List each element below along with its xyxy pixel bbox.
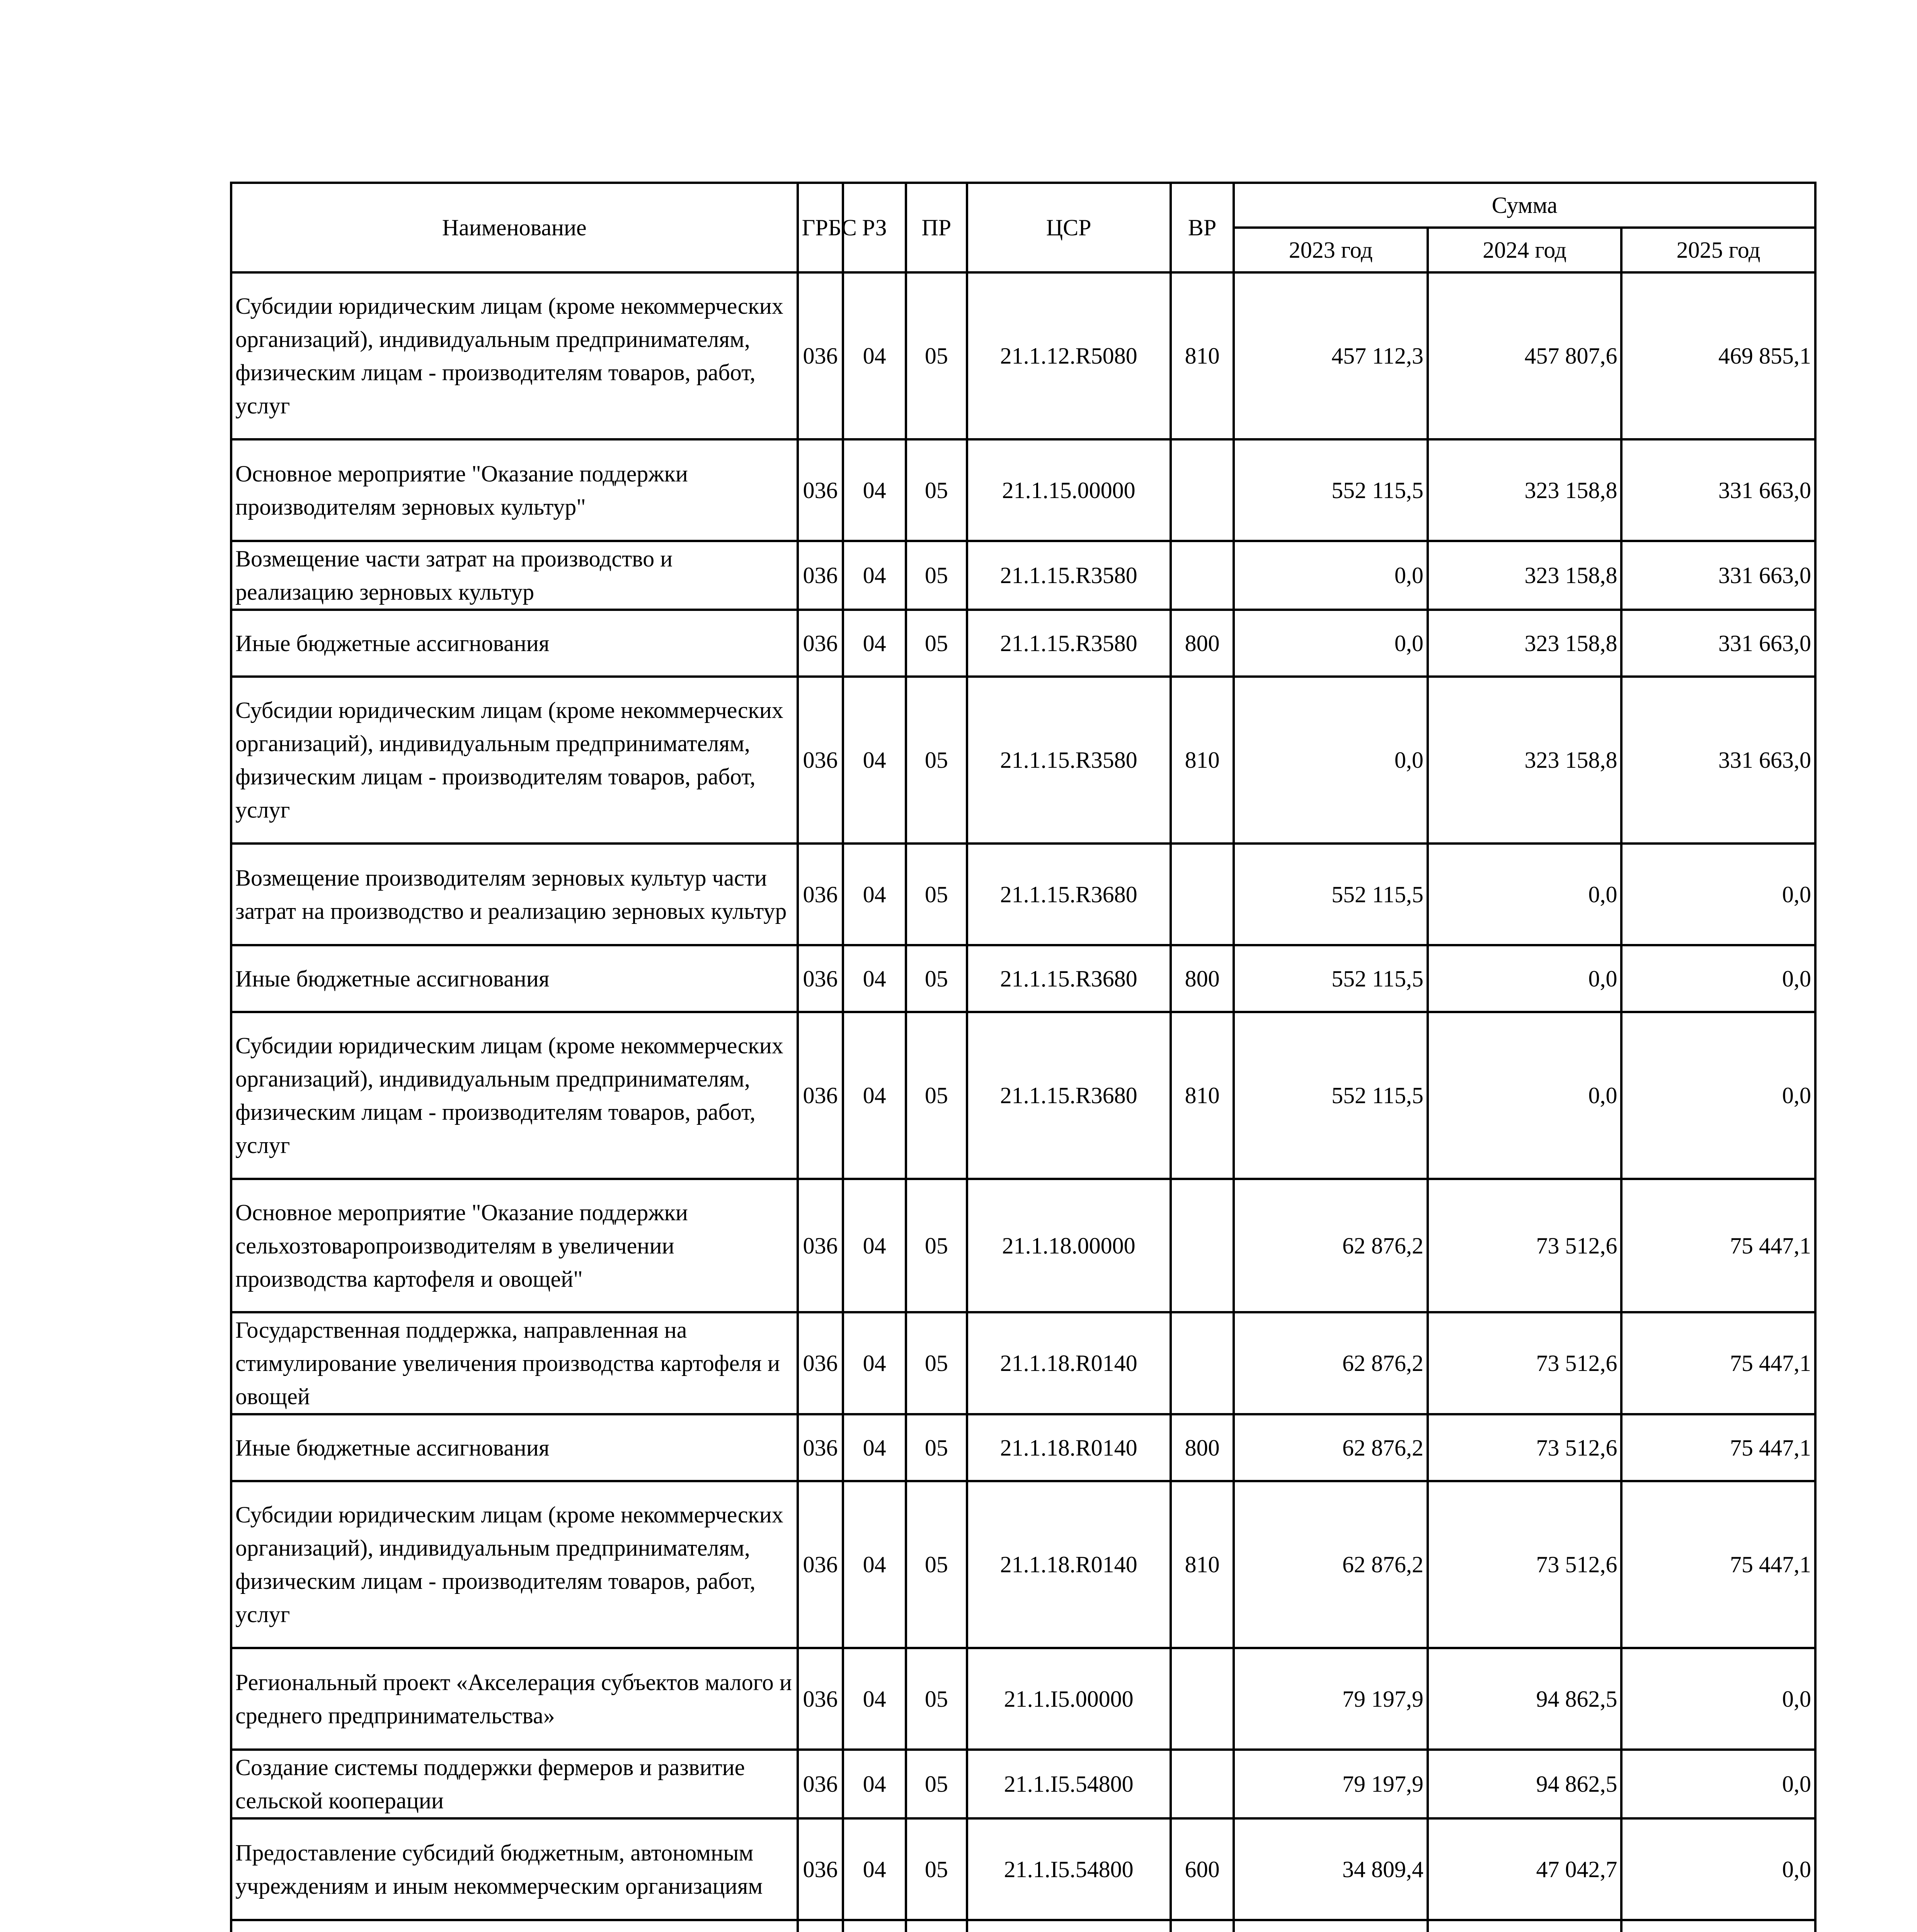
cell-name: Основное мероприятие "Оказание поддержки сельхозтоваропроизводителям в увеличении производства картофеля и овощей" — [231, 1179, 798, 1312]
cell-grbs: 036 — [798, 677, 843, 844]
cell-csr: 21.1.15.R3580 — [967, 541, 1171, 610]
cell-2023: 62 876,2 — [1234, 1312, 1428, 1414]
cell-2025: 0,0 — [1621, 945, 1815, 1012]
cell-csr: 21.1.18.R0140 — [967, 1312, 1171, 1414]
cell-name: Возмещение производителям зерновых культур части затрат на производство и реализацию зерновых культур — [231, 844, 798, 945]
cell-2024: 73 512,6 — [1428, 1179, 1622, 1312]
cell-name — [231, 1920, 798, 1932]
cell-2023: 552 115,5 — [1234, 1012, 1428, 1179]
cell-vr — [1171, 1920, 1234, 1932]
cell-grbs: 036 — [798, 1818, 843, 1920]
cell-pr: 05 — [906, 610, 967, 677]
cell-2024: 94 862,5 — [1428, 1750, 1622, 1818]
cell-vr — [1171, 1179, 1234, 1312]
cell-2024: 323 158,8 — [1428, 610, 1622, 677]
table-row — [231, 844, 1815, 945]
cell-2024: 457 807,6 — [1428, 272, 1622, 439]
cell-name: Возмещение части затрат на производство и реализацию зерновых культур — [231, 541, 798, 610]
table-row — [231, 1179, 1815, 1312]
cell-pr: 05 — [906, 541, 967, 610]
cell-2023: 552 115,5 — [1234, 945, 1428, 1012]
cell-csr: 21.1.I5.00000 — [967, 1648, 1171, 1750]
cell-csr: 21.1.I5.54800 — [967, 1818, 1171, 1920]
cell-pr: 05 — [906, 945, 967, 1012]
cell-csr: 21.1.15.00000 — [967, 439, 1171, 541]
cell-2023: 0,0 — [1234, 677, 1428, 844]
cell-csr: 21.1.15.R3680 — [967, 844, 1171, 945]
header-vr: ВР — [1171, 183, 1234, 272]
cell-rz: 04 — [843, 1179, 906, 1312]
cell-csr: 21.1.15.R3680 — [967, 1012, 1171, 1179]
cell-csr: 21.1.15.R3580 — [967, 610, 1171, 677]
cell-2024: 323 158,8 — [1428, 541, 1622, 610]
cell-name: Субсидии юридическим лицам (кроме некоммерческих организаций), индивидуальным предпринимателям, физическим лицам - производителям товаров, работ, услуг — [231, 1012, 798, 1179]
cell-grbs: 036 — [798, 1481, 843, 1648]
cell-name: Региональный проект «Акселерация субъектов малого и среднего предпринимательства» — [231, 1648, 798, 1750]
cell-grbs: 036 — [798, 272, 843, 439]
cell-2025: 0,0 — [1621, 1818, 1815, 1920]
table-row — [231, 272, 1815, 439]
cell-name: Предоставление субсидий бюджетным, автономным учреждениям и иным некоммерческим организациям — [231, 1818, 798, 1920]
cell-2024: 0,0 — [1428, 1012, 1622, 1179]
cell-2024: 0,0 — [1428, 844, 1622, 945]
cell-rz: 04 — [843, 844, 906, 945]
table-row — [231, 677, 1815, 844]
cell-rz: 04 — [843, 610, 906, 677]
header-row — [231, 183, 1815, 228]
cell-grbs: 036 — [798, 1648, 843, 1750]
cell-name: Создание системы поддержки фермеров и развитие сельской кооперации — [231, 1750, 798, 1818]
cell-csr: 21.1.I5.54800 — [967, 1750, 1171, 1818]
cell-2025: 75 447,1 — [1621, 1179, 1815, 1312]
cell-grbs: 036 — [798, 1012, 843, 1179]
cell-2025: 331 663,0 — [1621, 677, 1815, 844]
cell-csr: 21.1.15.R3680 — [967, 945, 1171, 1012]
cell-grbs: 036 — [798, 945, 843, 1012]
cell-2024: 0,0 — [1428, 945, 1622, 1012]
cell-grbs: 036 — [798, 1312, 843, 1414]
cell-vr — [1171, 1648, 1234, 1750]
cell-pr: 05 — [906, 844, 967, 945]
cell-2023: 62 876,2 — [1234, 1414, 1428, 1481]
cell-2025: 331 663,0 — [1621, 610, 1815, 677]
cell-csr: 21.1.15.R3580 — [967, 677, 1171, 844]
cell-rz — [843, 1920, 906, 1932]
cell-2025: 0,0 — [1621, 1750, 1815, 1818]
header-sum: Сумма — [1234, 183, 1815, 228]
cell-pr: 05 — [906, 677, 967, 844]
cell-name: Иные бюджетные ассигнования — [231, 945, 798, 1012]
cell-2025 — [1621, 1920, 1815, 1932]
cell-pr: 05 — [906, 439, 967, 541]
cell-name: Иные бюджетные ассигнования — [231, 1414, 798, 1481]
cell-2023: 552 115,5 — [1234, 439, 1428, 541]
table-row — [231, 1750, 1815, 1818]
cell-vr — [1171, 541, 1234, 610]
cell-pr: 05 — [906, 1312, 967, 1414]
cell-pr: 05 — [906, 1648, 967, 1750]
cell-2025: 331 663,0 — [1621, 541, 1815, 610]
header-year-2024: 2024 год — [1428, 228, 1622, 272]
cell-2024: 47 042,7 — [1428, 1818, 1622, 1920]
cell-2024 — [1428, 1920, 1622, 1932]
cell-rz: 04 — [843, 1750, 906, 1818]
table-row — [231, 1920, 1815, 1932]
cell-vr: 800 — [1171, 945, 1234, 1012]
cell-name: Субсидии юридическим лицам (кроме некоммерческих организаций), индивидуальным предпринимателям, физическим лицам - производителям товаров, работ, услуг — [231, 1481, 798, 1648]
cell-2024: 323 158,8 — [1428, 677, 1622, 844]
cell-rz: 04 — [843, 1012, 906, 1179]
cell-pr: 05 — [906, 1481, 967, 1648]
cell-2024: 323 158,8 — [1428, 439, 1622, 541]
cell-2023 — [1234, 1920, 1428, 1932]
cell-grbs — [798, 1920, 843, 1932]
cell-2023: 79 197,9 — [1234, 1750, 1428, 1818]
cell-grbs: 036 — [798, 1179, 843, 1312]
cell-pr — [906, 1920, 967, 1932]
cell-2023: 552 115,5 — [1234, 844, 1428, 945]
cell-2025: 0,0 — [1621, 844, 1815, 945]
cell-vr — [1171, 439, 1234, 541]
table-row — [231, 1818, 1815, 1920]
table-row — [231, 945, 1815, 1012]
cell-grbs: 036 — [798, 844, 843, 945]
cell-rz: 04 — [843, 1818, 906, 1920]
cell-2023: 79 197,9 — [1234, 1648, 1428, 1750]
cell-2025: 0,0 — [1621, 1012, 1815, 1179]
cell-vr: 810 — [1171, 1012, 1234, 1179]
cell-csr: 21.1.18.R0140 — [967, 1481, 1171, 1648]
cell-rz: 04 — [843, 945, 906, 1012]
cell-csr — [967, 1920, 1171, 1932]
cell-rz: 04 — [843, 272, 906, 439]
cell-name: Государственная поддержка, направленная на стимулирование увеличения производства картофеля и овощей — [231, 1312, 798, 1414]
cell-2024: 73 512,6 — [1428, 1481, 1622, 1648]
table-row — [231, 610, 1815, 677]
cell-vr — [1171, 1312, 1234, 1414]
table-row — [231, 1648, 1815, 1750]
cell-vr: 810 — [1171, 272, 1234, 439]
cell-csr: 21.1.12.R5080 — [967, 272, 1171, 439]
cell-rz: 04 — [843, 1414, 906, 1481]
header-pr: ПР — [906, 183, 967, 272]
cell-grbs: 036 — [798, 1750, 843, 1818]
cell-2023: 457 112,3 — [1234, 272, 1428, 439]
cell-rz: 04 — [843, 1481, 906, 1648]
header-year-2025: 2025 год — [1621, 228, 1815, 272]
cell-name: Субсидии юридическим лицам (кроме некоммерческих организаций), индивидуальным предпринимателям, физическим лицам - производителям товаров, работ, услуг — [231, 677, 798, 844]
header-year-2023: 2023 год — [1234, 228, 1428, 272]
cell-2023: 34 809,4 — [1234, 1818, 1428, 1920]
cell-2025: 469 855,1 — [1621, 272, 1815, 439]
cell-pr: 05 — [906, 1414, 967, 1481]
cell-pr: 05 — [906, 1179, 967, 1312]
cell-rz: 04 — [843, 1312, 906, 1414]
cell-pr: 05 — [906, 1750, 967, 1818]
cell-name: Иные бюджетные ассигнования — [231, 610, 798, 677]
table-row — [231, 439, 1815, 541]
header-rz: РЗ — [843, 183, 906, 272]
cell-rz: 04 — [843, 677, 906, 844]
cell-rz: 04 — [843, 1648, 906, 1750]
cell-vr: 810 — [1171, 677, 1234, 844]
cell-vr — [1171, 844, 1234, 945]
cell-grbs: 036 — [798, 1414, 843, 1481]
cell-2025: 75 447,1 — [1621, 1312, 1815, 1414]
cell-vr: 800 — [1171, 1414, 1234, 1481]
table-row — [231, 1312, 1815, 1414]
cell-name: Субсидии юридическим лицам (кроме некоммерческих организаций), индивидуальным предпринимателям, физическим лицам - производителям товаров, работ, услуг — [231, 272, 798, 439]
cell-name: Основное мероприятие "Оказание поддержки производителям зерновых культур" — [231, 439, 798, 541]
cell-2024: 73 512,6 — [1428, 1414, 1622, 1481]
cell-vr: 600 — [1171, 1818, 1234, 1920]
cell-2023: 62 876,2 — [1234, 1481, 1428, 1648]
cell-rz: 04 — [843, 541, 906, 610]
cell-2023: 62 876,2 — [1234, 1179, 1428, 1312]
cell-pr: 05 — [906, 1012, 967, 1179]
cell-2024: 94 862,5 — [1428, 1648, 1622, 1750]
cell-2025: 75 447,1 — [1621, 1414, 1815, 1481]
table-row — [231, 1414, 1815, 1481]
cell-2025: 0,0 — [1621, 1648, 1815, 1750]
table-row — [231, 1012, 1815, 1179]
cell-pr: 05 — [906, 272, 967, 439]
cell-vr — [1171, 1750, 1234, 1818]
table-row — [231, 541, 1815, 610]
cell-2023: 0,0 — [1234, 610, 1428, 677]
cell-vr: 800 — [1171, 610, 1234, 677]
cell-2023: 0,0 — [1234, 541, 1428, 610]
cell-csr: 21.1.18.00000 — [967, 1179, 1171, 1312]
cell-grbs: 036 — [798, 610, 843, 677]
header-name: Наименование — [231, 183, 798, 272]
cell-2025: 75 447,1 — [1621, 1481, 1815, 1648]
header-csr: ЦСР — [967, 183, 1171, 272]
cell-grbs: 036 — [798, 541, 843, 610]
header-grbs: ГРБС — [798, 183, 843, 272]
cell-csr: 21.1.18.R0140 — [967, 1414, 1171, 1481]
cell-rz: 04 — [843, 439, 906, 541]
cell-vr: 810 — [1171, 1481, 1234, 1648]
cell-grbs: 036 — [798, 439, 843, 541]
budget-table — [230, 182, 1817, 1932]
cell-2024: 73 512,6 — [1428, 1312, 1622, 1414]
cell-2025: 331 663,0 — [1621, 439, 1815, 541]
table-row — [231, 1481, 1815, 1648]
cell-pr: 05 — [906, 1818, 967, 1920]
